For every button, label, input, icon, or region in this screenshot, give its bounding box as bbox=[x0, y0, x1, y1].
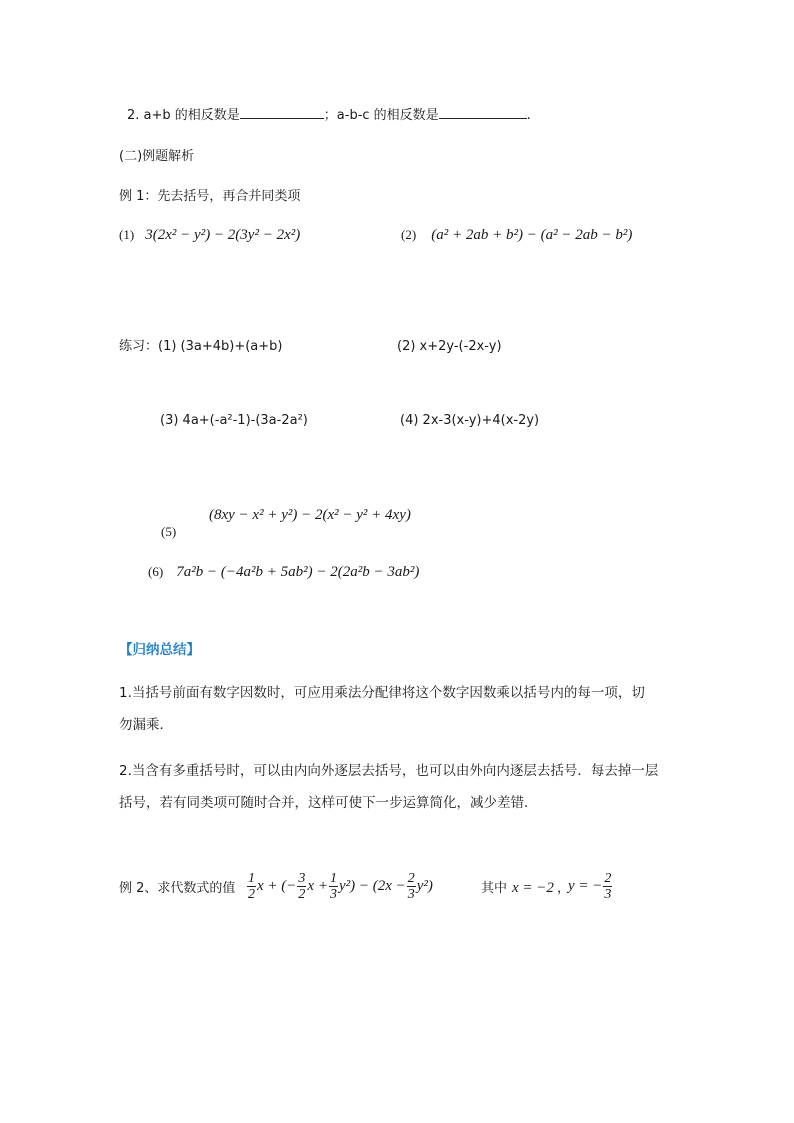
fraction bbox=[297, 871, 306, 902]
summary-point-2-line-2: 括号，若有同类项可随时合并，这样可使下一步运算简化，减少差错． bbox=[119, 795, 538, 811]
y-value bbox=[568, 866, 613, 906]
summary-heading: 【归纳总结】 bbox=[119, 642, 200, 658]
practice-item-4: (4) 2x-3(x-y)+4(x-2y) bbox=[400, 413, 540, 428]
practice-item-6 bbox=[148, 561, 419, 582]
summary-point-1-line-2: 勿漏乘． bbox=[119, 717, 173, 733]
practice-item-3: (3) 4a+(-a²-1)-(3a-2a²) bbox=[160, 413, 308, 428]
numerator: 2 bbox=[407, 870, 415, 886]
denominator: 2 bbox=[298, 886, 306, 902]
practice-item-5-label: (5) bbox=[161, 524, 177, 539]
practice-item-2: (2) x+2y-(-2x-y) bbox=[397, 339, 502, 354]
numerator: 1 bbox=[329, 870, 337, 886]
practice-item-1: 练习：(1) (3a+4b)+(a+b) bbox=[119, 339, 283, 354]
question-2 bbox=[127, 105, 531, 125]
x-value: x = −2 bbox=[512, 880, 554, 896]
comma: ， bbox=[557, 881, 571, 896]
problem-label: (1) bbox=[119, 227, 135, 242]
fraction bbox=[603, 871, 612, 902]
question-2-middle: ；a-b-c 的相反数是 bbox=[323, 108, 439, 123]
denominator: 3 bbox=[604, 886, 612, 902]
example-1-problem-1 bbox=[119, 224, 300, 245]
example-1-problem-2 bbox=[401, 224, 632, 245]
numerator: 1 bbox=[248, 870, 255, 886]
numerator: 2 bbox=[604, 870, 612, 886]
summary-point-2-line-1: 2.当含有多重括号时，可以由内向外逐层去括号，也可以由外向内逐层去括号．每去掉一层 bbox=[119, 763, 659, 779]
math-expression: 7a²b − (−4a²b + 5ab²) − 2(2a²b − 3ab²) bbox=[176, 564, 420, 580]
question-2-suffix: . bbox=[526, 108, 531, 123]
practice-item-5-expression: (8xy − x² + y²) − 2(x² − y² + 4xy) bbox=[209, 507, 411, 523]
fraction bbox=[247, 871, 256, 902]
math-expression: 3(2x² − y²) − 2(3y² − 2x²) bbox=[145, 227, 301, 243]
denominator: 3 bbox=[329, 886, 337, 902]
y-prefix: y = − bbox=[568, 878, 603, 894]
section-title-examples: (二)例题解析 bbox=[119, 149, 195, 164]
example-2-title: 例 2、求代数式的值 bbox=[119, 881, 236, 896]
numerator: 3 bbox=[298, 870, 306, 886]
math-expression: (a² + 2ab + b²) − (a² − 2ab − b²) bbox=[431, 227, 633, 243]
answer-blank-2[interactable] bbox=[439, 105, 527, 119]
question-2-prefix: 2. a+b 的相反数是 bbox=[127, 108, 240, 123]
summary-point-1-line-1: 1.当括号前面有数字因数时，可应用乘法分配律将这个数字因数乘以括号内的每一项，切 bbox=[119, 685, 645, 701]
fraction bbox=[407, 871, 416, 902]
denominator: 3 bbox=[407, 886, 415, 902]
example-2-expression: $\frac{1}{2}$ x + (− $\frac{3}{2}$ x + $\frac{1}{3}$ y²) − (2x − $\frac{2}{3}$ y²) bbox=[248, 870, 433, 902]
answer-blank-1[interactable] bbox=[240, 105, 324, 119]
where-label: 其中 bbox=[481, 881, 508, 896]
denominator: 2 bbox=[248, 886, 255, 902]
problem-label: (2) bbox=[401, 227, 417, 242]
problem-label: (6) bbox=[148, 564, 164, 579]
example-1-title: 例 1：先去括号，再合并同类项 bbox=[119, 189, 301, 204]
fraction bbox=[329, 871, 338, 902]
